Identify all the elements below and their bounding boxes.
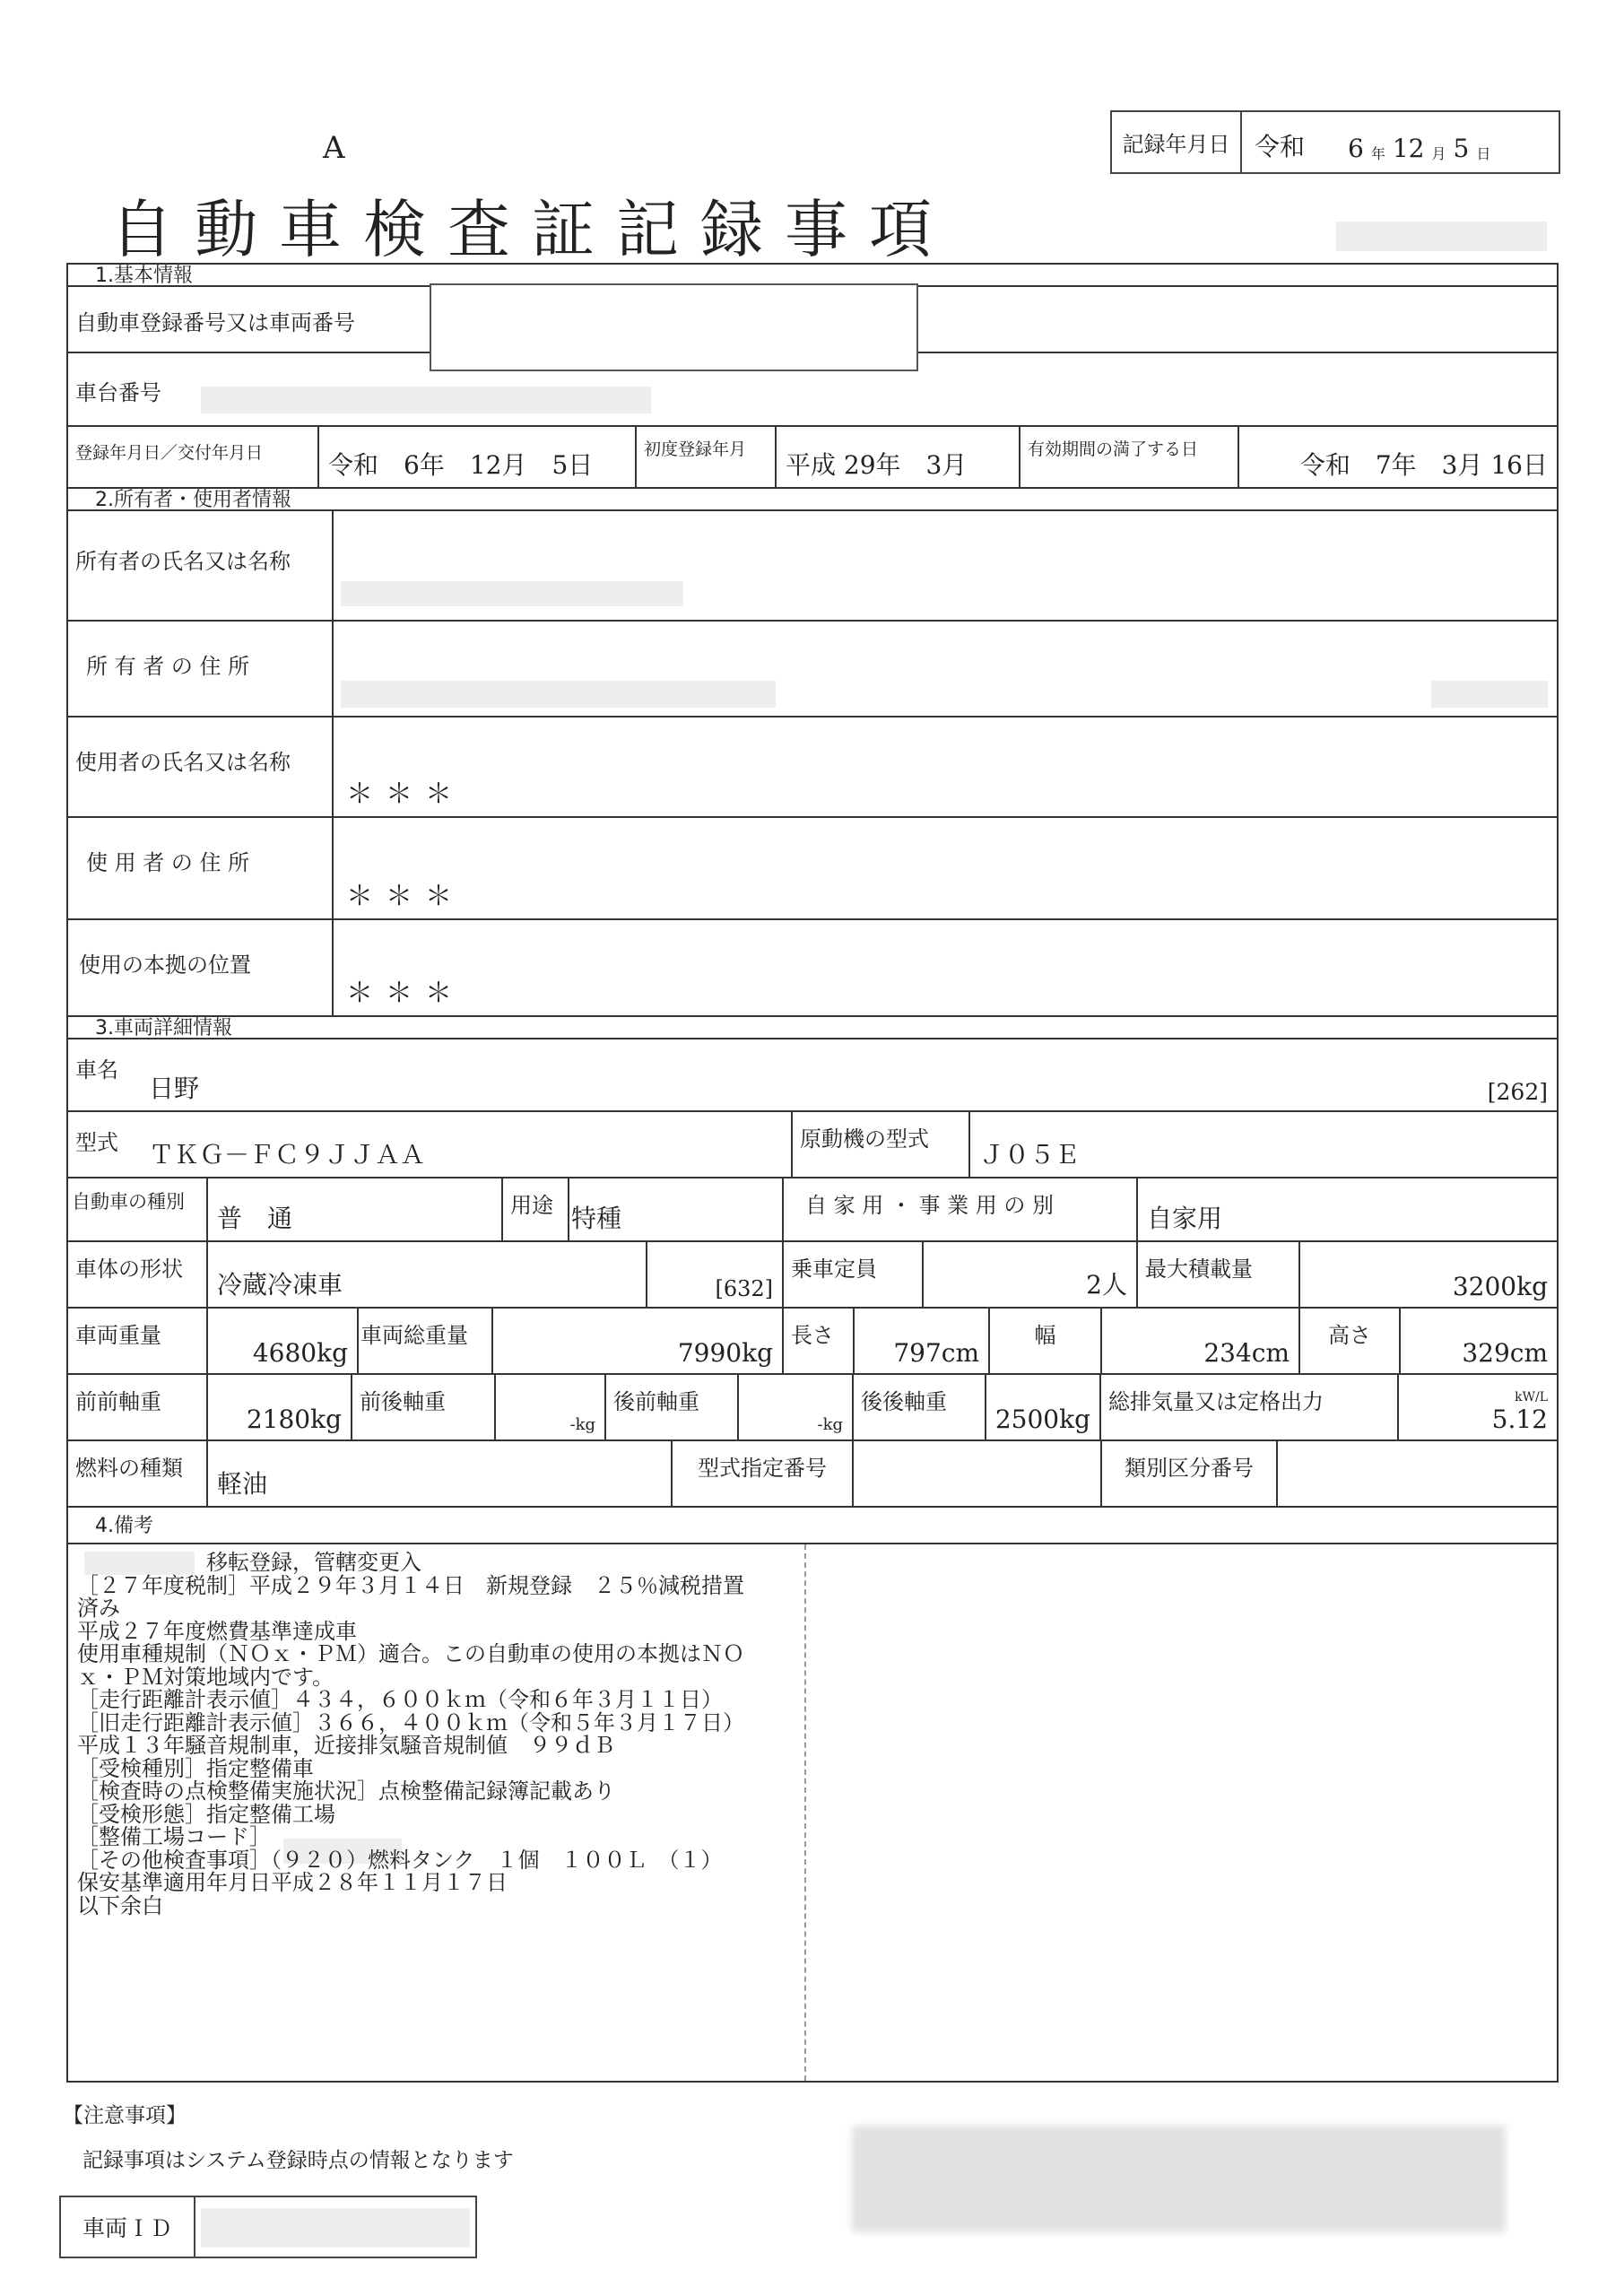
record-date-box bbox=[1110, 110, 1560, 174]
remarks-box bbox=[68, 1544, 1557, 2081]
body-shape-value: 冷蔵冷凍車 bbox=[208, 1242, 647, 1307]
vehicle-name-code: [262] bbox=[1487, 1079, 1548, 1105]
notes-header: 【注意事項】 bbox=[63, 2104, 187, 2127]
vehicle-name-value: 日野 bbox=[149, 1074, 200, 1103]
rear-front-axle-label: 後前軸重 bbox=[606, 1375, 739, 1439]
section-vehicle-header: 3.車両詳細情報 bbox=[68, 1017, 1557, 1039]
owner-name-label: 所有者の氏名又は名称 bbox=[68, 511, 334, 620]
owner-address-redacted bbox=[341, 681, 776, 708]
front-rear-axle-value: -kg bbox=[496, 1375, 606, 1439]
issue-date-value: 令和 6年 12月 5日 bbox=[319, 427, 637, 487]
vehicle-name-label: 車名 bbox=[75, 1057, 118, 1083]
vehicle-id-value bbox=[195, 2197, 475, 2257]
registration-number-label: 自動車登録番号又は車両番号 bbox=[75, 310, 355, 335]
private-business-value: 自家用 bbox=[1147, 1204, 1223, 1233]
vehicle-id-label: 車両ＩＤ bbox=[61, 2197, 195, 2257]
chassis-number-redacted bbox=[201, 387, 651, 413]
record-date-value: 令和 6 年 12 月 5 日 bbox=[1255, 132, 1491, 163]
row-kind bbox=[68, 1178, 1557, 1242]
form-mark: A bbox=[323, 130, 345, 166]
row-owner-address bbox=[68, 622, 1557, 718]
type-designation-label: 型式指定番号 bbox=[673, 1441, 854, 1506]
rear-front-axle-value: -kg bbox=[739, 1375, 854, 1439]
class-number-label: 類別区分番号 bbox=[1102, 1441, 1278, 1506]
redacted-stamp bbox=[852, 2126, 1506, 2232]
row-owner-name bbox=[68, 511, 1557, 622]
class-number-value bbox=[1278, 1441, 1557, 1506]
engine-model-value: Ｊ０５Ｅ bbox=[979, 1140, 1081, 1170]
vehicle-id-redacted bbox=[201, 2208, 470, 2248]
length-label: 長さ bbox=[784, 1309, 855, 1373]
user-name-value: ＊＊＊ bbox=[346, 778, 465, 810]
row-user-name bbox=[68, 718, 1557, 818]
capacity-value: 2人 bbox=[924, 1242, 1138, 1307]
row-fuel bbox=[68, 1441, 1557, 1508]
record-form bbox=[66, 263, 1559, 2083]
base-location-value: ＊＊＊ bbox=[346, 978, 465, 1009]
row-axle-weights bbox=[68, 1375, 1557, 1441]
capacity-label: 乗車定員 bbox=[784, 1242, 924, 1307]
vehicle-weight-value: 4680kg bbox=[208, 1309, 359, 1373]
body-shape-code: [632] bbox=[647, 1242, 784, 1307]
model-label: 型式 bbox=[75, 1130, 118, 1155]
vehicle-id-box bbox=[59, 2196, 477, 2258]
rear-rear-axle-value: 2500kg bbox=[986, 1375, 1101, 1439]
use-value: 特種 bbox=[569, 1178, 784, 1240]
height-label: 高さ bbox=[1300, 1309, 1401, 1373]
base-location-label: 使用の本拠の位置 bbox=[68, 920, 334, 1015]
row-dimensions bbox=[68, 1309, 1557, 1375]
user-address-value: ＊＊＊ bbox=[346, 881, 465, 912]
width-label: 幅 bbox=[990, 1309, 1102, 1373]
row-vehicle-name bbox=[68, 1039, 1557, 1112]
private-business-label: 自 家 用 ・ 事 業 用 の 別 bbox=[784, 1178, 1138, 1240]
displacement-label: 総排気量又は定格出力 bbox=[1101, 1375, 1399, 1439]
user-address-label: 使 用 者 の 住 所 bbox=[68, 818, 334, 918]
kind-value: 普 通 bbox=[208, 1178, 503, 1240]
expiry-date-label: 有効期間の満了する日 bbox=[1020, 427, 1239, 487]
max-load-label: 最大積載量 bbox=[1138, 1242, 1300, 1307]
length-value: 797cm bbox=[855, 1309, 990, 1373]
page-title: 自動車検査証記録事項 bbox=[110, 193, 953, 266]
owner-address-label: 所 有 者 の 住 所 bbox=[68, 622, 334, 716]
notes-text: 記録事項はシステム登録時点の情報となります bbox=[83, 2149, 514, 2172]
height-value: 329cm bbox=[1462, 1338, 1548, 1368]
owner-name-redacted bbox=[341, 581, 683, 606]
user-name-label: 使用者の氏名又は名称 bbox=[68, 718, 334, 816]
gross-weight-label: 車両総重量 bbox=[359, 1309, 493, 1373]
redacted-block bbox=[1336, 222, 1547, 251]
front-front-axle-value: 2180kg bbox=[208, 1375, 352, 1439]
vehicle-weight-label: 車両重量 bbox=[68, 1309, 208, 1373]
type-designation-value bbox=[854, 1441, 1102, 1506]
model-value: ＴＫＧ－ＦＣ９ＪＪＡＡ bbox=[140, 1112, 793, 1177]
first-registration-value: 平成 29年 3月 bbox=[777, 427, 1020, 487]
owner-address-redacted-2 bbox=[1431, 681, 1548, 708]
first-registration-label: 初度登録年月 bbox=[637, 427, 777, 487]
gross-weight-value: 7990kg bbox=[493, 1309, 784, 1373]
displacement-unit: kW/L bbox=[1515, 1390, 1548, 1405]
width-value: 234cm bbox=[1102, 1309, 1300, 1373]
row-base-location bbox=[68, 920, 1557, 1017]
section-remarks-header: 4.備考 bbox=[68, 1508, 1557, 1544]
remarks-text: 移転登録，管轄変更入 ［２７年度税制］平成２９年３月１４日 新規登録 ２５％減税措置 済み 平成２７年度燃費基準達成車 使用車種規制（ＮＯｘ・ＰＭ）適合。この自動車の使用の本拠はＮＯ ｘ・ＰＭ対策地域内です。 ［走行距離計表示値］４３４，６００ｋｍ（令和６年３月１１日） ［旧走行距離計表示値］３６６，４００ｋｍ（令和５年３月１７日） 平成１３年騒音規制車，近接排気騒音規制値 ９９ｄＢ ［受検種別］指定整備車 ［検査時の点検整備実施状況］点検整備記録簿記載あり ［受検形態］指定整備工場 ［整備工場コード］ ［その他検査事項］（９２０）燃料タンク １個 １００Ｌ （１） 保安基準適用年月日平成２８年１１月１７日 以下余白 bbox=[68, 1544, 806, 2081]
front-rear-axle-label: 前後軸重 bbox=[352, 1375, 496, 1439]
record-date-label: 記録年月日 bbox=[1112, 112, 1242, 172]
row-registration-number bbox=[68, 287, 1557, 353]
use-label: 用途 bbox=[503, 1178, 569, 1240]
displacement-value: 5.12 bbox=[1491, 1405, 1548, 1434]
row-dates bbox=[68, 427, 1557, 489]
kind-label: 自動車の種別 bbox=[68, 1178, 208, 1240]
chassis-number-label: 車台番号 bbox=[75, 380, 161, 405]
row-model bbox=[68, 1112, 1557, 1178]
engine-model-label: 原動機の型式 bbox=[793, 1112, 970, 1177]
row-body bbox=[68, 1242, 1557, 1309]
fuel-type-value: 軽油 bbox=[208, 1441, 673, 1506]
row-chassis-number bbox=[68, 353, 1557, 427]
rear-rear-axle-label: 後後軸重 bbox=[854, 1375, 986, 1439]
row-user-address bbox=[68, 818, 1557, 920]
issue-date-label: 登録年月日／交付年月日 bbox=[68, 427, 319, 487]
expiry-date-value: 令和 7年 3月 16日 bbox=[1299, 450, 1548, 480]
max-load-value: 3200kg bbox=[1452, 1272, 1548, 1301]
front-front-axle-label: 前前軸重 bbox=[68, 1375, 208, 1439]
section-owner-header: 2.所有者・使用者情報 bbox=[68, 489, 1557, 511]
body-shape-label: 車体の形状 bbox=[68, 1242, 208, 1307]
section-basic-header: 1.基本情報 bbox=[68, 265, 1557, 287]
displacement-cell bbox=[1399, 1375, 1557, 1439]
fuel-type-label: 燃料の種類 bbox=[68, 1441, 208, 1506]
